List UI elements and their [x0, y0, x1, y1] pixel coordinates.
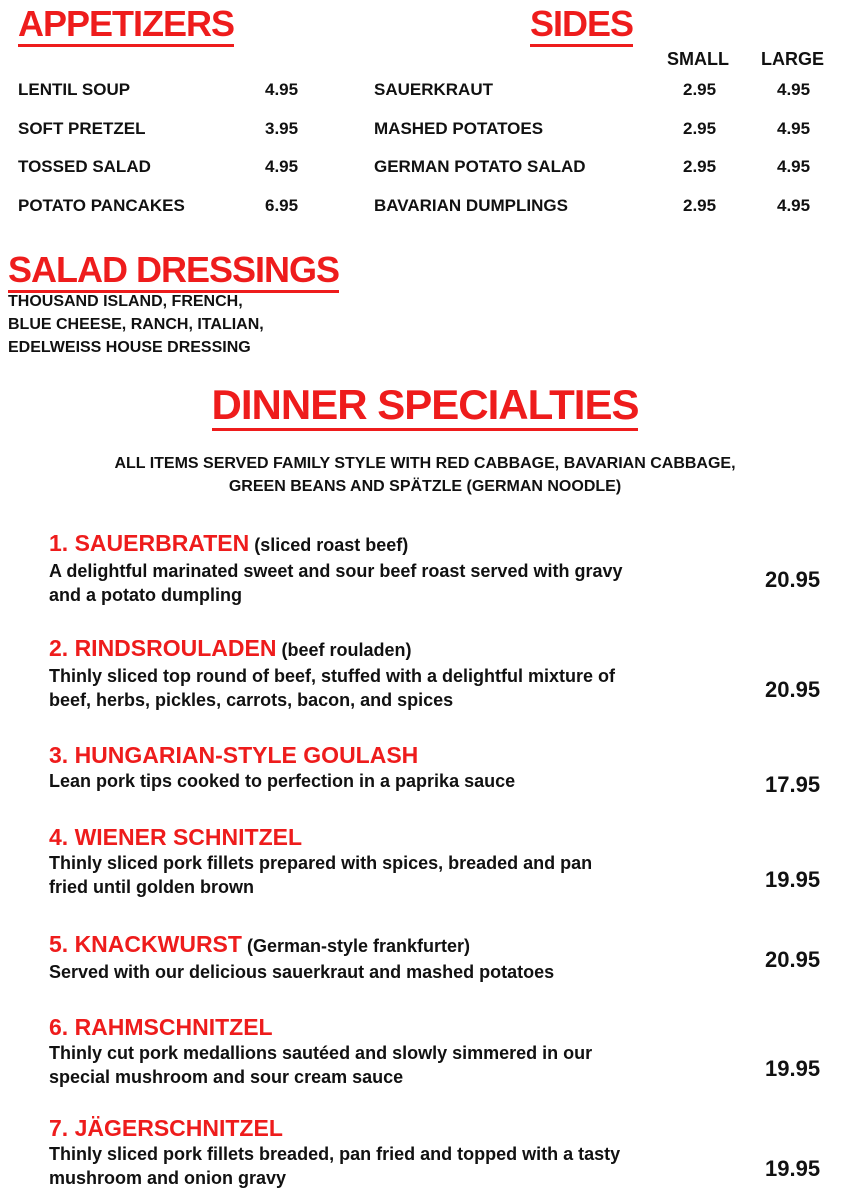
dinner-item-name: 1. SAUERBRATEN [49, 530, 250, 556]
menu-item-price: 3.95 [265, 119, 299, 138]
dinner-heading-wrap [0, 382, 850, 431]
menu-item-price-small: 2.95 [683, 119, 717, 138]
dinner-item-name: 4. WIENER SCHNITZEL [49, 824, 303, 850]
dinner-item [49, 930, 849, 984]
dressing-line: EDELWEISS HOUSE DRESSING [8, 339, 251, 356]
dinner-item-price: 17.95 [765, 772, 821, 797]
dinner-item [49, 1114, 849, 1190]
sides-heading: SIDES [530, 4, 633, 47]
dressing-line: BLUE CHEESE, RANCH, ITALIAN, [8, 316, 264, 333]
dinner-item [49, 529, 849, 607]
menu-item-price-large: 4.95 [777, 119, 811, 138]
dinner-item-note: (sliced roast beef) [249, 535, 409, 555]
dinner-item-note: (beef rouladen) [276, 640, 412, 660]
dinner-item-price: 19.95 [765, 1056, 821, 1081]
menu-item-name: POTATO PANCAKES [18, 196, 185, 215]
menu-item-price: 6.95 [265, 196, 299, 215]
dinner-item-name: 6. RAHMSCHNITZEL [49, 1014, 273, 1040]
menu-item-name: TOSSED SALAD [18, 157, 151, 176]
dinner-item-desc: Thinly sliced top round of beef, stuffed with a delightful mixture of [49, 666, 615, 686]
dinner-item [49, 741, 849, 793]
dinner-item-price: 20.95 [765, 677, 821, 702]
dinner-item-desc: mushroom and onion gravy [49, 1168, 287, 1188]
dinner-item-desc: Served with our delicious sauerkraut and mashed potatoes [49, 962, 555, 982]
menu-item-name: GERMAN POTATO SALAD [374, 157, 586, 176]
dinner-item-desc: Thinly sliced pork fillets prepared with spices, breaded and pan [49, 853, 593, 873]
dinner-item [49, 823, 849, 899]
dinner-item-desc: special mushroom and sour cream sauce [49, 1067, 404, 1087]
dinner-subtitle: ALL ITEMS SERVED FAMILY STYLE WITH RED CABBAGE, BAVARIAN CABBAGE, [114, 455, 736, 472]
dinner-item-desc: Thinly sliced pork fillets breaded, pan fried and topped with a tasty [49, 1144, 621, 1164]
dinner-item-desc: A delightful marinated sweet and sour beef roast served with gravy [49, 561, 623, 581]
dinner-item [49, 634, 849, 712]
dinner-item-note: (German-style frankfurter) [241, 936, 471, 956]
dinner-item [49, 1013, 849, 1089]
dinner-specialties-heading: DINNER SPECIALTIES [212, 382, 639, 431]
menu-item-name: MASHED POTATOES [374, 119, 544, 138]
dinner-subtitle: GREEN BEANS AND SPÄTZLE (GERMAN NOODLE) [228, 478, 622, 495]
dinner-item-desc: fried until golden brown [49, 877, 254, 897]
menu-item-price-large: 4.95 [777, 157, 811, 176]
dinner-item-price: 19.95 [765, 1156, 821, 1181]
dinner-item-name: 5. KNACKWURST [49, 931, 242, 957]
dinner-item-price: 20.95 [765, 947, 821, 972]
salad-dressings-heading: SALAD DRESSINGS [8, 250, 339, 293]
sides-large-header: LARGE [761, 49, 824, 69]
menu-item-price: 4.95 [265, 157, 299, 176]
dinner-item-desc: Thinly cut pork medallions sautéed and slowly simmered in our [49, 1043, 593, 1063]
menu-item-price-small: 2.95 [683, 80, 717, 99]
dinner-item-desc: and a potato dumpling [49, 585, 242, 605]
dressing-line: THOUSAND ISLAND, FRENCH, [8, 293, 243, 310]
dinner-item-desc: beef, herbs, pickles, carrots, bacon, and spices [49, 690, 454, 710]
menu-item-name: LENTIL SOUP [18, 80, 131, 99]
menu-item-name: BAVARIAN DUMPLINGS [374, 196, 568, 215]
menu-item-price-small: 2.95 [683, 157, 717, 176]
appetizers-heading: APPETIZERS [18, 4, 234, 47]
sides-small-header: SMALL [667, 49, 729, 69]
dinner-item-name: 7. JÄGERSCHNITZEL [49, 1115, 283, 1141]
menu-item-name: SAUERKRAUT [374, 80, 493, 99]
menu-item-price-large: 4.95 [777, 196, 811, 215]
menu-item-price: 4.95 [265, 80, 299, 99]
dinner-item-price: 19.95 [765, 867, 821, 892]
dinner-item-price: 20.95 [765, 567, 821, 592]
menu-item-name: SOFT PRETZEL [18, 119, 146, 138]
dinner-item-desc: Lean pork tips cooked to perfection in a paprika sauce [49, 771, 516, 791]
menu-item-price-large: 4.95 [777, 80, 811, 99]
menu-item-price-small: 2.95 [683, 196, 717, 215]
dinner-item-name: 3. HUNGARIAN-STYLE GOULASH [49, 742, 419, 768]
dinner-item-name: 2. RINDSROULADEN [49, 635, 277, 661]
